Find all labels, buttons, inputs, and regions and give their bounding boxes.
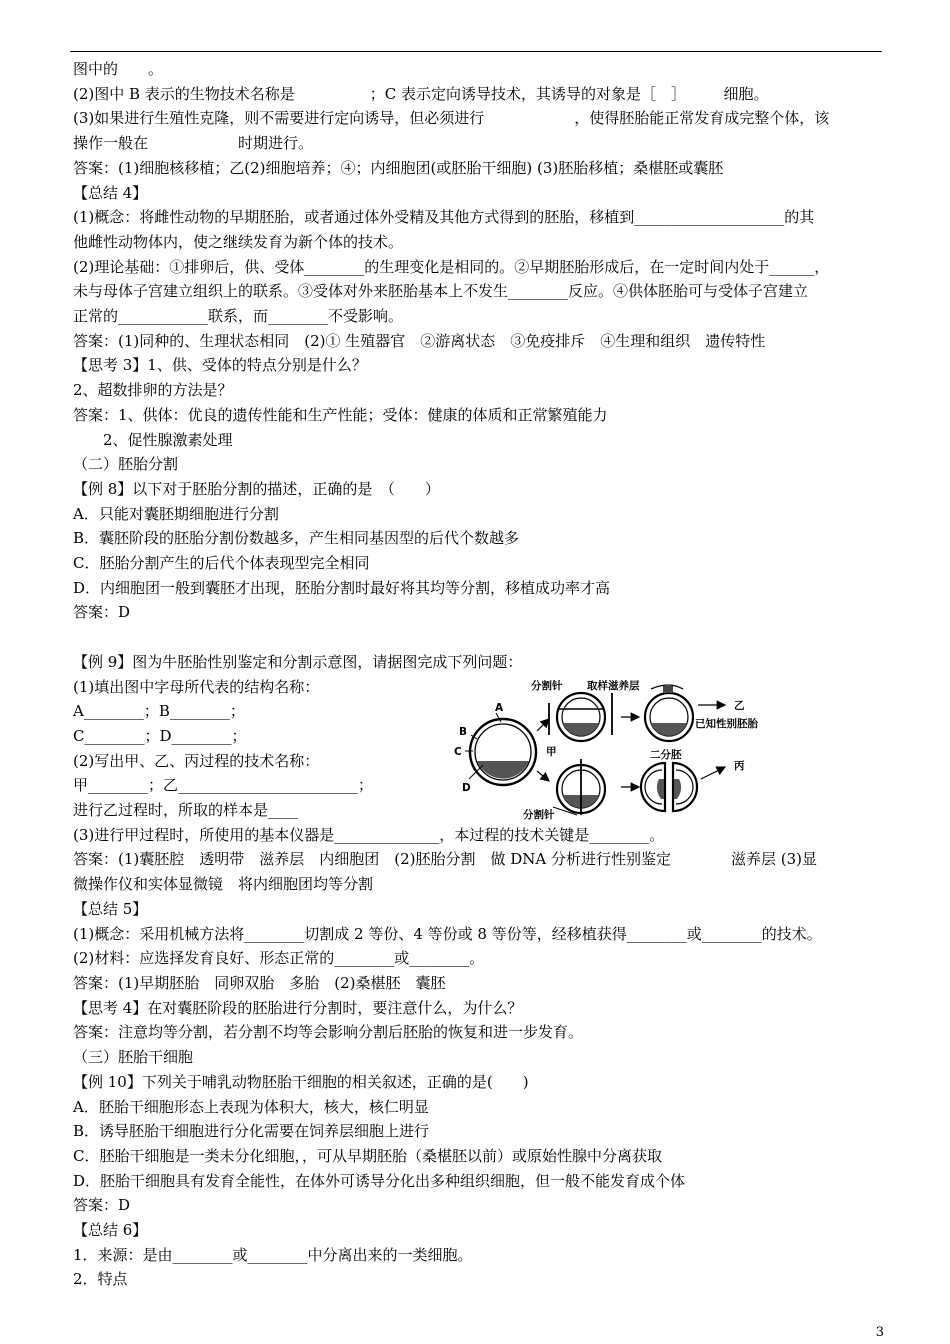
section-heading: 【总结 5】 bbox=[73, 899, 148, 918]
page-number: 3 bbox=[875, 1325, 884, 1340]
answer-line: 答案：(1)早期胚胎 同卵双胎 多胎 (2)桑椹胚 囊胚 bbox=[73, 974, 446, 992]
label-erpei: 二分胚 bbox=[650, 749, 682, 761]
question-stem: 【例 8】以下对于胚胎分割的描述，正确的是 （ ） bbox=[73, 479, 440, 498]
splitting-embryo bbox=[557, 759, 605, 815]
arrow-to-sampling bbox=[537, 719, 549, 731]
section-heading: （三）胚胎干细胞 bbox=[73, 1048, 194, 1067]
text-line: (2)材料：应选择发育良好、形态正常的________或________。 bbox=[73, 949, 485, 968]
section-heading: （二）胚胎分割 bbox=[73, 455, 179, 474]
text-line: 2．特点 bbox=[73, 1270, 128, 1289]
sampling-embryo bbox=[557, 693, 605, 741]
text-line: 2、超数排卵的方法是？ bbox=[73, 381, 233, 400]
text-line: 操作一般在 时期进行。 bbox=[73, 134, 314, 153]
option-d: D．胚胎干细胞具有发育全能性，在体外可诱导分化出多种组织细胞，但一般不能发育成个体 bbox=[73, 1171, 686, 1190]
header-rule bbox=[70, 51, 882, 52]
option-c: C．胚胎分割产生的后代个体表现型完全相同 bbox=[73, 554, 370, 573]
text-line: (1)概念：采用机械方法将________切割成 2 等份、4 等份或 8 等份等，经移植获得________或________的技术。 bbox=[73, 924, 822, 943]
text-line: 正常的____________联系，而________不受影响。 bbox=[73, 307, 404, 326]
half-embryos bbox=[641, 763, 697, 811]
section-heading: 【思考 3】1、供、受体的特点分别是什么？ bbox=[73, 356, 367, 375]
label-jia: 甲 bbox=[546, 746, 557, 758]
text-line: (1)填出图中字母所代表的结构名称： bbox=[73, 677, 320, 696]
arrow-to-bing bbox=[701, 767, 725, 779]
section-heading: 【总结 6】 bbox=[73, 1221, 148, 1240]
answer-line: 答案：1、供体：优良的遗传性能和生产性能；受体：健康的体质和正常繁殖能力 bbox=[73, 405, 608, 424]
answer-line: 答案：D bbox=[73, 603, 131, 622]
answer-line: 答案：(1)囊胚腔 透明带 滋养层 内细胞团 (2)胚胎分割 做 DNA 分析进行性别鉴定 滋养层 (3)显 bbox=[73, 850, 818, 869]
label-sample: 取样滋养层 bbox=[587, 680, 640, 692]
label-b: B bbox=[459, 726, 468, 738]
option-d: D．内细胞团一般到囊胚才出现，胚胎分割时最好将其均等分割，移植成功率才高 bbox=[73, 578, 611, 597]
text-line: 图中的 。 bbox=[73, 60, 164, 78]
answer-line: 答案：注意均等分割，若分割不均等会影响分割后胚胎的恢复和进一步发育。 bbox=[73, 1023, 584, 1042]
example-9-text bbox=[73, 650, 523, 823]
label-c: C bbox=[454, 746, 462, 758]
text-line: 他雌性动物体内，使之继续发育为新个体的技术。 bbox=[73, 232, 404, 251]
label-needle-top: 分割针 bbox=[531, 680, 563, 692]
blank-line bbox=[73, 625, 883, 650]
blastocyst-left bbox=[470, 719, 536, 785]
text-line: A________；B________； bbox=[73, 702, 245, 721]
label-a: A bbox=[495, 702, 504, 714]
label-yi: 乙 bbox=[734, 700, 745, 712]
answer-line: 答案：D bbox=[73, 1196, 131, 1215]
text-line: 进行乙过程时，所取的样本是____ bbox=[73, 801, 299, 820]
label-bing: 丙 bbox=[734, 760, 745, 772]
label-known-sex: 已知性别胚胎 bbox=[695, 718, 758, 730]
label-d: D bbox=[462, 782, 471, 794]
text-line: (1)概念：将雌性动物的早期胚胎，或者通过体外受精及其他方式得到的胚胎，移植到____________________的其 bbox=[73, 208, 815, 227]
option-a: A．胚胎干细胞形态上表现为体积大，核大，核仁明显 bbox=[73, 1097, 429, 1116]
text-line: 未与母体子宫建立组织上的联系。③受体对外来胚胎基本上不发生________反应。④供体胚胎可与受体子宫建立 bbox=[73, 282, 809, 301]
known-sex-embryo bbox=[645, 685, 693, 741]
option-b: B．诱导胚胎干细胞进行分化需要在饲养层细胞上进行 bbox=[73, 1122, 430, 1141]
option-b: B．囊胚阶段的胚胎分割份数越多，产生相同基因型的后代个数越多 bbox=[73, 529, 520, 548]
embryo-splitting-diagram bbox=[451, 675, 891, 825]
answer-line: 答案：(1)同种的、生理状态相同 (2)① 生殖器官 ②游离状态 ③免疫排斥 ④生理和组织 遗传特性 bbox=[73, 331, 766, 350]
option-c: C．胚胎干细胞是一类未分化细胞，，可从早期胚胎（桑椹胚以前）或原始性腺中分离获取 bbox=[73, 1146, 662, 1165]
arrow-to-split bbox=[537, 771, 549, 781]
option-a: A．只能对囊胚期细胞进行分割 bbox=[73, 504, 279, 523]
answer-line: 答案：(1)细胞核移植；乙(2)细胞培养；④；内细胞团(或胚胎干细胞) (3)胚胎移植；桑椹胚或囊胚 bbox=[73, 158, 724, 177]
label-needle-bottom: 分割针 bbox=[523, 809, 555, 821]
question-stem: 【例 10】下列关于哺乳动物胚胎干细胞的相关叙述，正确的是( ) bbox=[73, 1072, 529, 1091]
text-line: 甲________；乙________________________； bbox=[73, 776, 374, 795]
text-line: (2)理论基础：①排卵后，供、受体________的生理变化是相同的。②早期胚胎形成后，在一定时间内处于______， bbox=[73, 257, 830, 276]
text-line: (3)进行甲过程时，所使用的基本仪器是______________，本过程的技术关键是________。 bbox=[73, 825, 665, 844]
section-heading: 【思考 4】在对囊胚阶段的胚胎进行分割时，要注意什么，为什么？ bbox=[73, 998, 523, 1017]
text-line: 微操作仪和实体显微镜 将内细胞团均等分割 bbox=[73, 875, 374, 894]
text-line: 2、促性腺激素处理 bbox=[73, 430, 233, 449]
text-line: (2)图中 B 表示的生物技术名称是 ；C 表示定向诱导技术，其诱导的对象是［ ］ 细胞。 bbox=[73, 84, 769, 103]
text-line: 1．来源：是由________或________中分离出来的一类细胞。 bbox=[73, 1245, 473, 1264]
section-heading: 【总结 4】 bbox=[73, 183, 148, 202]
text-line: (2)写出甲、乙、丙过程的技术名称： bbox=[73, 751, 320, 770]
text-line: C________；D________； bbox=[73, 726, 247, 745]
text-line: (3)如果进行生殖性克隆，则不需要进行定向诱导，但必须进行 ，使得胚胎能正常发育成完整个体，该 bbox=[73, 109, 830, 128]
question-stem: 【例 9】图为牛胚胎性别鉴定和分割示意图，请据图完成下列问题： bbox=[73, 652, 523, 671]
